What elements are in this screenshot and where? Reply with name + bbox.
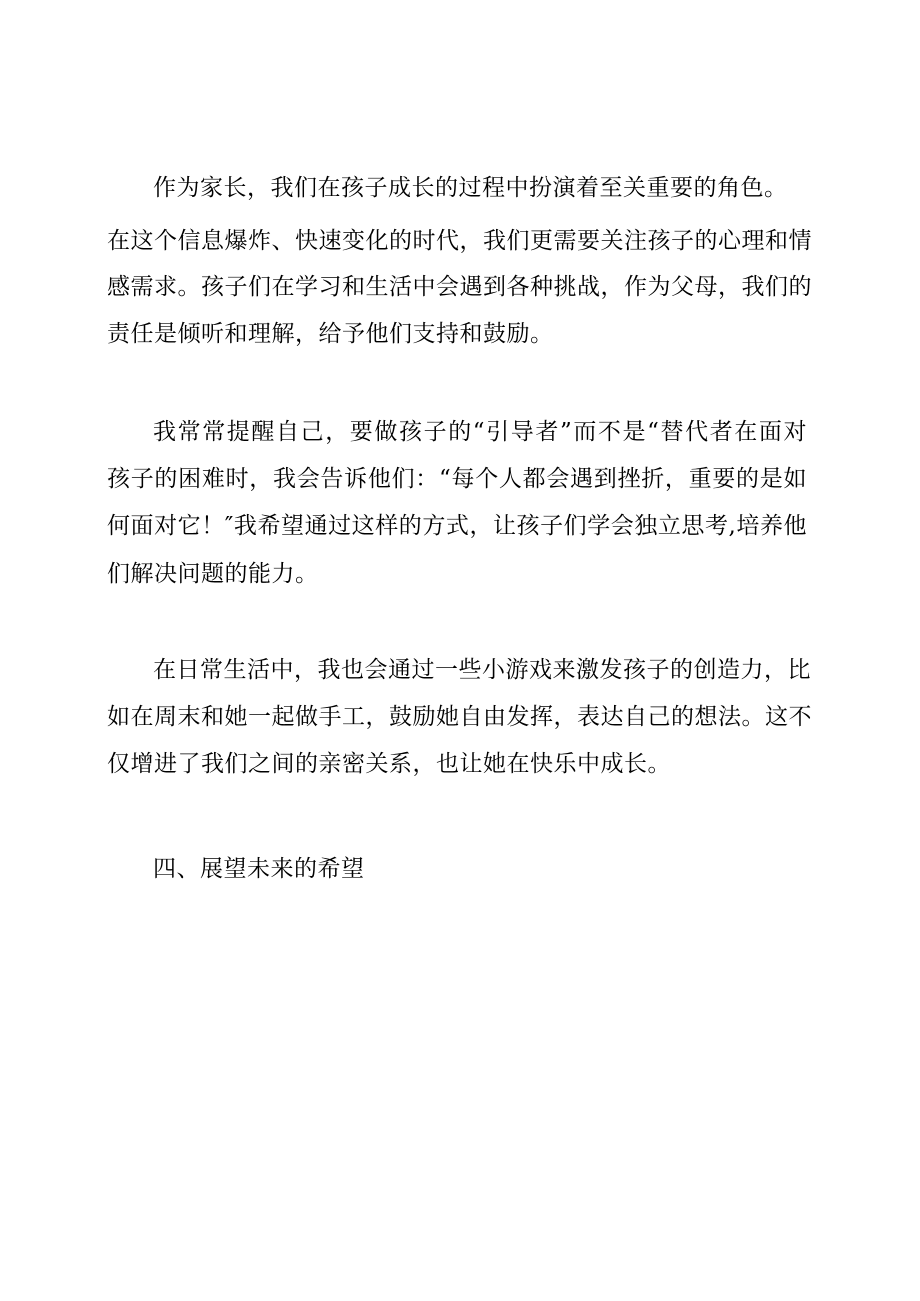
paragraph-1-line-2: 在这个信息爆炸、快速变化的时代，我们更需要关注孩子的心理和情 bbox=[107, 228, 812, 254]
section-heading: 四、展望未来的希望 bbox=[153, 856, 365, 882]
paragraph-2-line-4: 们解决问题的能力。 bbox=[107, 561, 319, 587]
paragraph-3-line-1: 在日常生活中，我也会通过一些小游戏来激发孩子的创造力，比 bbox=[153, 657, 811, 683]
paragraph-1-line-1: 作为家长，我们在孩子成长的过程中扮演着至关重要的角色。 bbox=[153, 175, 788, 201]
paragraph-3-line-3: 仅增进了我们之间的亲密关系，也让她在快乐中成长。 bbox=[107, 751, 671, 777]
paragraph-3-line-2: 如在周末和她一起做手工，鼓励她自由发挥，表达自己的想法。这不 bbox=[107, 704, 812, 730]
paragraph-1-line-3: 感需求。孩子们在学习和生活中会遇到各种挑战，作为父母，我们的 bbox=[107, 274, 812, 300]
paragraph-2-line-3: 何面对它！″我希望通过这样的方式，让孩子们学会独立思考,培养他 bbox=[107, 513, 807, 539]
paragraph-2-line-1: 我常常提醒自己，要做孩子的“引导者”而不是“替代者在面对 bbox=[153, 419, 807, 445]
paragraph-1-line-4: 责任是倾听和理解，给予他们支持和鼓励。 bbox=[107, 321, 554, 347]
paragraph-2-line-2: 孩子的困难时，我会告诉他们：“每个人都会遇到挫折，重要的是如 bbox=[107, 466, 807, 492]
